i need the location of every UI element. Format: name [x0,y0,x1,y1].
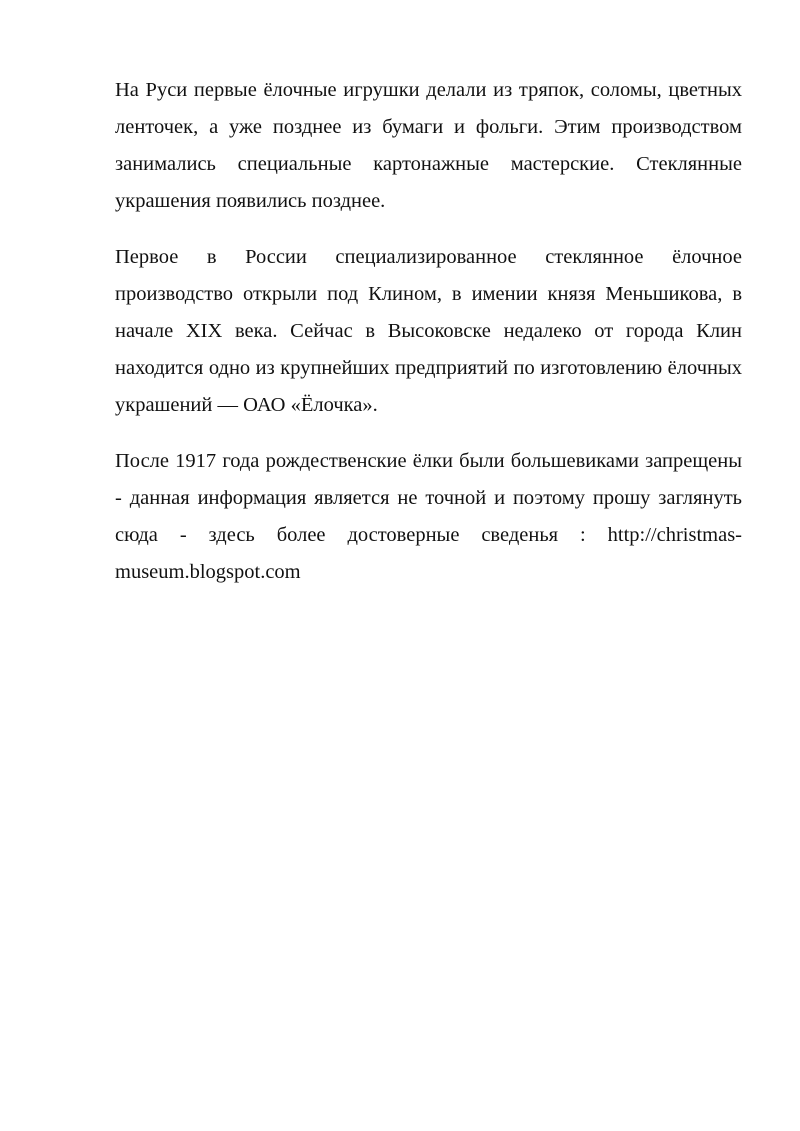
paragraph-klin-production: Первое в России специализированное стеклянное ёлочное производство открыли под Клином, в имении князя Меньшикова, в начале XIX века. Сейчас в Высоковске недалеко от города Клин находится одно из крупнейших предприятий по изготовлению ёлочных украшений — ОАО «Ёлочка». [115,246,742,416]
paragraph-after-1917: После 1917 года рождественские ёлки были большевиками запрещены - данная информация является не точной и поэтому прошу заглянуть сюда - здесь более достоверные сведенья : http://christmas-museum.blogspot.com [115,450,742,583]
document-body [115,72,742,610]
paragraph-early-toys: На Руси первые ёлочные игрушки делали из тряпок, соломы, цветных ленточек, а уже позднее из бумаги и фольги. Этим производством занимались специальные картонажные мастерские. Стеклянные украшения появились позднее. [115,79,742,212]
